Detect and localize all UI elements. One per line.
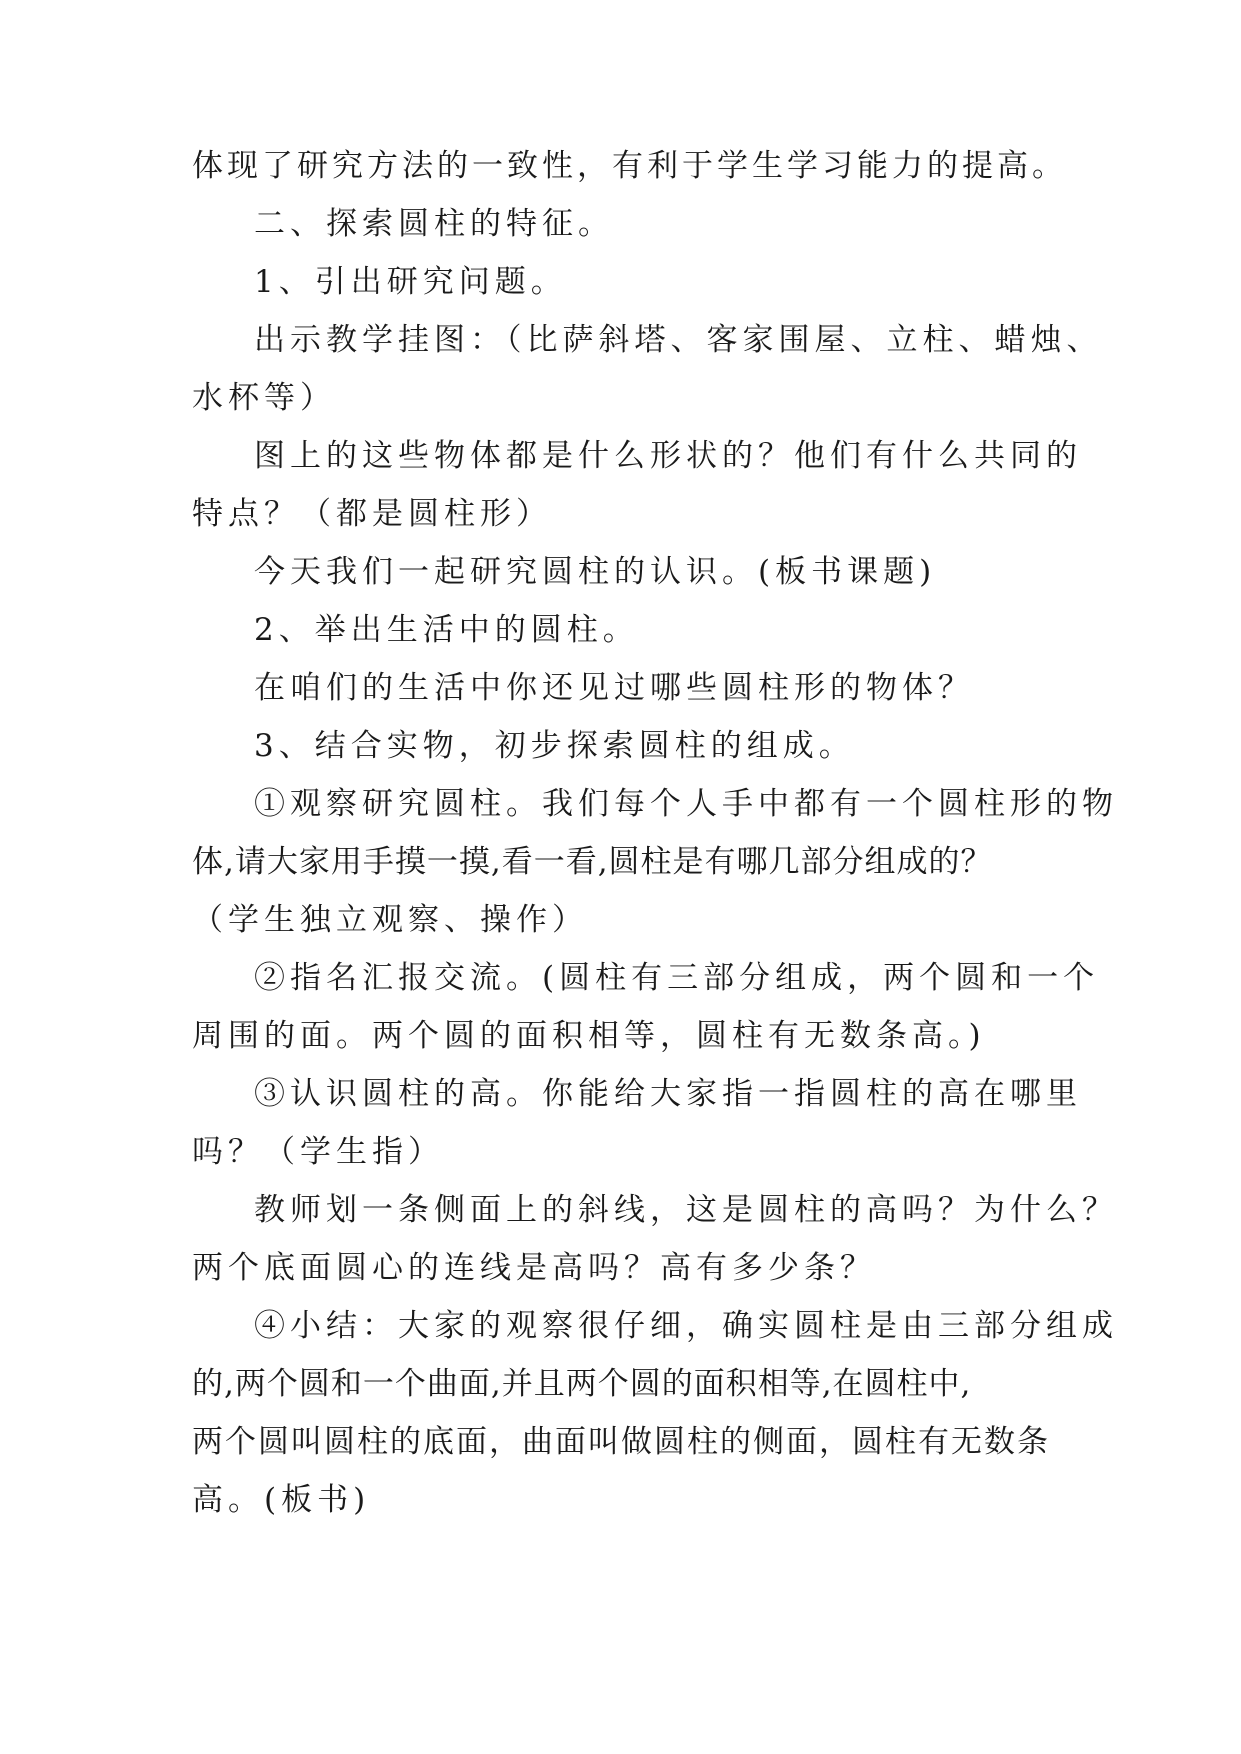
paragraph-line: 体,请大家用手摸一摸,看一看,圆柱是有哪几部分组成的？ bbox=[192, 844, 993, 880]
paragraph-line: ②指名汇报交流。(圆柱有三部分组成，两个圆和一个 bbox=[254, 960, 1100, 996]
paragraph-line: ④小结：大家的观察很仔细，确实圆柱是由三部分组成 bbox=[254, 1308, 1118, 1344]
paragraph-line: 两个底面圆心的连线是高吗？高有多少条？ bbox=[192, 1250, 876, 1286]
paragraph-line: 特点？（都是圆柱形） bbox=[192, 496, 552, 532]
section-heading: 二、探索圆柱的特征。 bbox=[254, 206, 614, 242]
paragraph-line: 体现了研究方法的一致性，有利于学生学习能力的提高。 bbox=[192, 148, 1067, 184]
paragraph-line: 在咱们的生活中你还见过哪些圆柱形的物体？ bbox=[254, 670, 974, 706]
paragraph-line: 教师划一条侧面上的斜线，这是圆柱的高吗？为什么？ bbox=[254, 1192, 1118, 1228]
paragraph-line: 图上的这些物体都是什么形状的？他们有什么共同的 bbox=[254, 438, 1082, 474]
paragraph-line: 水杯等） bbox=[192, 380, 336, 416]
paragraph-line: 高。(板书) bbox=[192, 1482, 371, 1518]
paragraph-line: 两个圆叫圆柱的底面，曲面叫做圆柱的侧面，圆柱有无数条 bbox=[192, 1424, 1050, 1460]
paragraph-line: ①观察研究圆柱。我们每个人手中都有一个圆柱形的物 bbox=[254, 786, 1118, 822]
subsection-heading: 2、举出生活中的圆柱。 bbox=[254, 612, 639, 648]
paragraph-line: 的,两个圆和一个曲面,并且两个圆的面积相等,在圆柱中, bbox=[192, 1366, 972, 1402]
paragraph-line: （学生独立观察、操作） bbox=[192, 902, 588, 938]
subsection-heading: 3、结合实物，初步探索圆柱的组成。 bbox=[254, 728, 855, 764]
paragraph-line: 出示教学挂图：（比萨斜塔、客家围屋、立柱、蜡烛、 bbox=[254, 322, 1103, 358]
subsection-heading: 1、引出研究问题。 bbox=[254, 264, 567, 300]
paragraph-line: 周围的面。两个圆的面积相等，圆柱有无数条高。) bbox=[192, 1018, 986, 1054]
paragraph-line: ③认识圆柱的高。你能给大家指一指圆柱的高在哪里 bbox=[254, 1076, 1082, 1112]
paragraph-line: 吗？（学生指） bbox=[192, 1134, 444, 1170]
paragraph-line: 今天我们一起研究圆柱的认识。(板书课题) bbox=[254, 554, 937, 590]
